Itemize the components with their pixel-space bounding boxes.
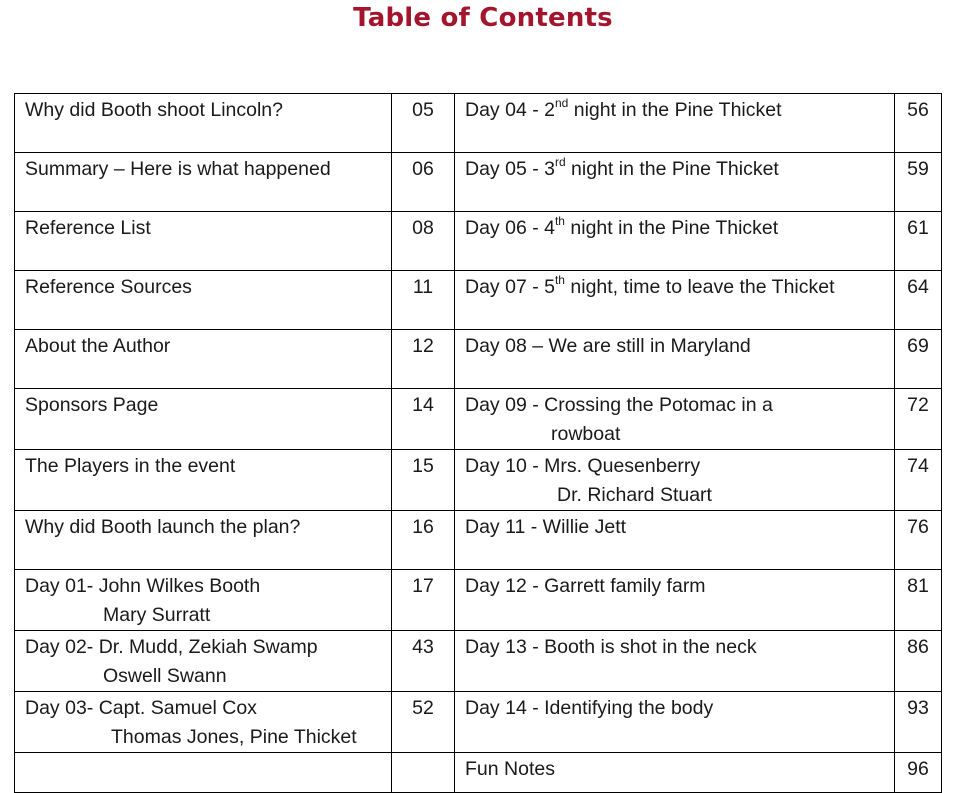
toc-entry-left[interactable]	[15, 450, 392, 511]
page-number: 16	[392, 511, 455, 570]
page-number: 15	[392, 450, 455, 511]
toc-entry-left[interactable]	[15, 389, 392, 450]
entry-title-continuation: Dr. Richard Stuart	[557, 484, 712, 506]
page-number: 96	[895, 753, 942, 793]
ordinal-suffix: th	[554, 213, 565, 228]
entry-title: Day 13 - Booth is shot in the neck	[465, 636, 757, 658]
entry-title-continuation: rowboat	[551, 423, 621, 445]
toc-entry-right[interactable]	[455, 450, 895, 511]
page-number: 69	[895, 330, 942, 389]
page-number: 14	[392, 389, 455, 450]
toc-row	[15, 450, 942, 511]
ordinal-suffix: nd	[554, 95, 569, 110]
entry-title: Reference List	[25, 217, 151, 239]
page-number: 59	[895, 153, 942, 212]
ordinal-suffix: rd	[554, 154, 566, 169]
toc-entry-left[interactable]	[15, 631, 392, 692]
entry-title-part: night in the Pine Thicket	[568, 99, 782, 121]
toc-row	[15, 692, 942, 753]
entry-title-part: Day 04 - 2	[465, 99, 555, 121]
ordinal-suffix: th	[554, 272, 565, 287]
page-number: 72	[895, 389, 942, 450]
entry-title: Fun Notes	[465, 758, 555, 780]
toc-entry-right[interactable]	[455, 570, 895, 631]
contents-table	[14, 93, 942, 793]
page-number: 06	[392, 153, 455, 212]
toc-row	[15, 511, 942, 570]
page-number: 64	[895, 271, 942, 330]
toc-entry-right[interactable]	[455, 692, 895, 753]
page-number: 76	[895, 511, 942, 570]
entry-title: Day 11 - Willie Jett	[465, 516, 627, 538]
page-number: 05	[392, 94, 455, 153]
toc-entry-left[interactable]	[15, 753, 392, 793]
entry-title: Why did Booth shoot Lincoln?	[25, 99, 283, 121]
toc-entry-right[interactable]	[455, 212, 895, 271]
toc-row	[15, 330, 942, 389]
entry-title-continuation: Mary Surratt	[103, 604, 211, 626]
entry-title-part: night in the Pine Thicket	[564, 217, 779, 239]
toc-entry-left[interactable]	[15, 271, 392, 330]
entry-title-continuation: Oswell Swann	[103, 665, 227, 687]
entry-title-part: night, time to leave the Thicket	[564, 276, 835, 298]
page-number: 86	[895, 631, 942, 692]
page-number: 17	[392, 570, 455, 631]
toc-entry-left[interactable]	[15, 692, 392, 753]
toc-row	[15, 94, 942, 153]
entry-title: Day 10 - Mrs. Quesenberry	[465, 455, 701, 477]
toc-entry-right[interactable]	[455, 271, 895, 330]
toc-entry-left[interactable]	[15, 153, 392, 212]
toc-entry-right[interactable]	[455, 631, 895, 692]
toc-row	[15, 570, 942, 631]
toc-row	[15, 271, 942, 330]
toc-entry-left[interactable]	[15, 330, 392, 389]
page-number	[392, 753, 455, 793]
toc-row	[15, 389, 942, 450]
entry-title: Day 12 - Garrett family farm	[465, 575, 706, 597]
page-number: 43	[392, 631, 455, 692]
page-number: 56	[895, 94, 942, 153]
entry-title: Day 09 - Crossing the Potomac in a	[465, 394, 773, 416]
entry-title: Day 14 - Identifying the body	[465, 697, 714, 719]
toc-entry-right[interactable]	[455, 753, 895, 793]
contents-table-body	[15, 94, 942, 793]
toc-entry-right[interactable]	[455, 94, 895, 153]
entry-title: Why did Booth launch the plan?	[25, 516, 301, 538]
entry-title: Day 02- Dr. Mudd, Zekiah Swamp	[25, 636, 318, 658]
page-number: 61	[895, 212, 942, 271]
entry-title: Day 03- Capt. Samuel Cox	[25, 697, 257, 719]
entry-title: Summary – Here is what happened	[25, 158, 331, 180]
page-title: Table of Contents	[353, 3, 613, 33]
entry-title: The Players in the event	[25, 455, 236, 477]
toc-entry-left[interactable]	[15, 94, 392, 153]
toc-entry-right[interactable]	[455, 389, 895, 450]
entry-title: Day 08 – We are still in Maryland	[465, 335, 751, 357]
entry-title: Reference Sources	[25, 276, 192, 298]
entry-title: About the Author	[25, 335, 171, 357]
entry-title-continuation: Thomas Jones, Pine Thicket	[111, 726, 357, 748]
toc-entry-left[interactable]	[15, 212, 392, 271]
page-number: 93	[895, 692, 942, 753]
toc-row	[15, 212, 942, 271]
page-number: 74	[895, 450, 942, 511]
entry-title: Sponsors Page	[25, 394, 159, 416]
page-number: 81	[895, 570, 942, 631]
entry-title-part: Day 06 - 4	[465, 217, 555, 239]
entry-title-part: night in the Pine Thicket	[565, 158, 779, 180]
entry-title-part: Day 07 - 5	[465, 276, 555, 298]
toc-entry-right[interactable]	[455, 511, 895, 570]
entry-title-part: Day 05 - 3	[465, 158, 555, 180]
toc-entry-left[interactable]	[15, 511, 392, 570]
toc-row	[15, 153, 942, 212]
toc-entry-right[interactable]	[455, 330, 895, 389]
page-number: 11	[392, 271, 455, 330]
toc-row	[15, 753, 942, 793]
toc-entry-left[interactable]	[15, 570, 392, 631]
toc-row	[15, 631, 942, 692]
toc-entry-right[interactable]	[455, 153, 895, 212]
page-number: 08	[392, 212, 455, 271]
entry-title: Day 01- John Wilkes Booth	[25, 575, 261, 597]
page-number: 12	[392, 330, 455, 389]
page-number: 52	[392, 692, 455, 753]
